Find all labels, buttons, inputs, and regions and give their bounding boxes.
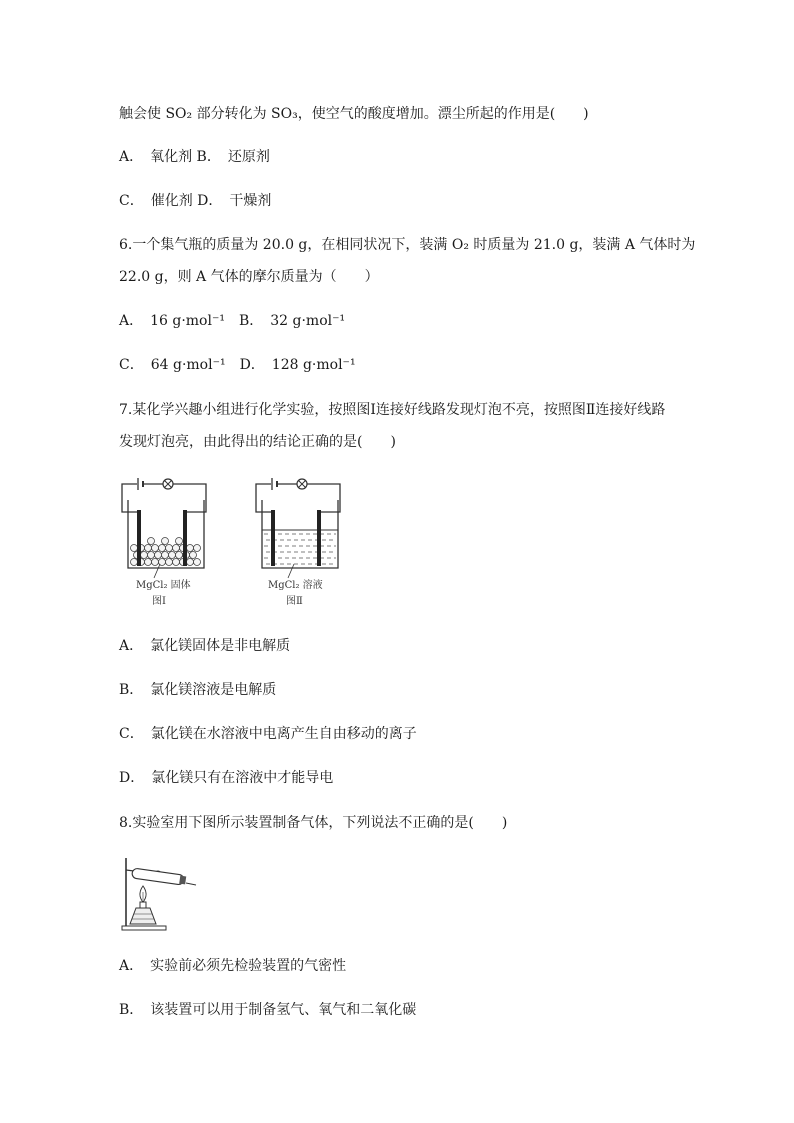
q8-option-a: A． 实验前必须先检验装置的气密性 [119, 958, 347, 974]
figure-1-caption: 图Ⅰ [152, 596, 166, 607]
figure-gas-apparatus [118, 852, 198, 934]
q7-option-d: D． 氯化镁只有在溶液中才能导电 [119, 770, 334, 786]
figure-2-caption: 图Ⅱ [286, 596, 303, 607]
question-7-stem-continued: 发现灯泡亮，由此得出的结论正确的是( ) [119, 434, 396, 450]
figure-2-label: MgCl₂ 溶液 [268, 580, 323, 591]
question-7-stem: 7.某化学兴趣小组进行化学实验，按照图Ⅰ连接好线路发现灯泡不亮，按照图Ⅱ连接好线路 [119, 402, 666, 418]
q5-options-ab: A． 氧化剂 B． 还原剂 [119, 149, 270, 165]
q7-option-b: B． 氯化镁溶液是电解质 [119, 682, 277, 698]
q5-options-cd: C． 催化剂 D． 干燥剂 [119, 193, 272, 209]
q6-options-ab: A． 16 g·mol⁻¹ B． 32 g·mol⁻¹ [119, 313, 346, 329]
q6-options-cd: C． 64 g·mol⁻¹ D． 128 g·mol⁻¹ [119, 357, 356, 373]
question-6-stem: 6.一个集气瓶的质量为 20.0 g，在相同状况下，装满 O₂ 时质量为 21.0 g，装满 A 气体时为 [119, 237, 696, 253]
figure-1-label: MgCl₂ 固体 [136, 580, 191, 591]
question-8-stem: 8.实验室用下图所示装置制备气体，下列说法不正确的是( ) [119, 815, 508, 831]
q7-option-a: A． 氯化镁固体是非电解质 [119, 638, 291, 654]
q8-option-b: B． 该装置可以用于制备氢气、氧气和二氧化碳 [119, 1002, 417, 1018]
figure-2-solution-circuit [252, 474, 352, 612]
question-6-stem-continued: 22.0 g，则 A 气体的摩尔质量为（ ） [119, 269, 379, 285]
question-5-stem-continued: 触会使 SO₂ 部分转化为 SO₃，使空气的酸度增加。漂尘所起的作用是( ) [119, 106, 589, 122]
figure-1-solid-circuit [118, 474, 218, 612]
q7-option-c: C． 氯化镁在水溶液中电离产生自由移动的离子 [119, 726, 417, 742]
